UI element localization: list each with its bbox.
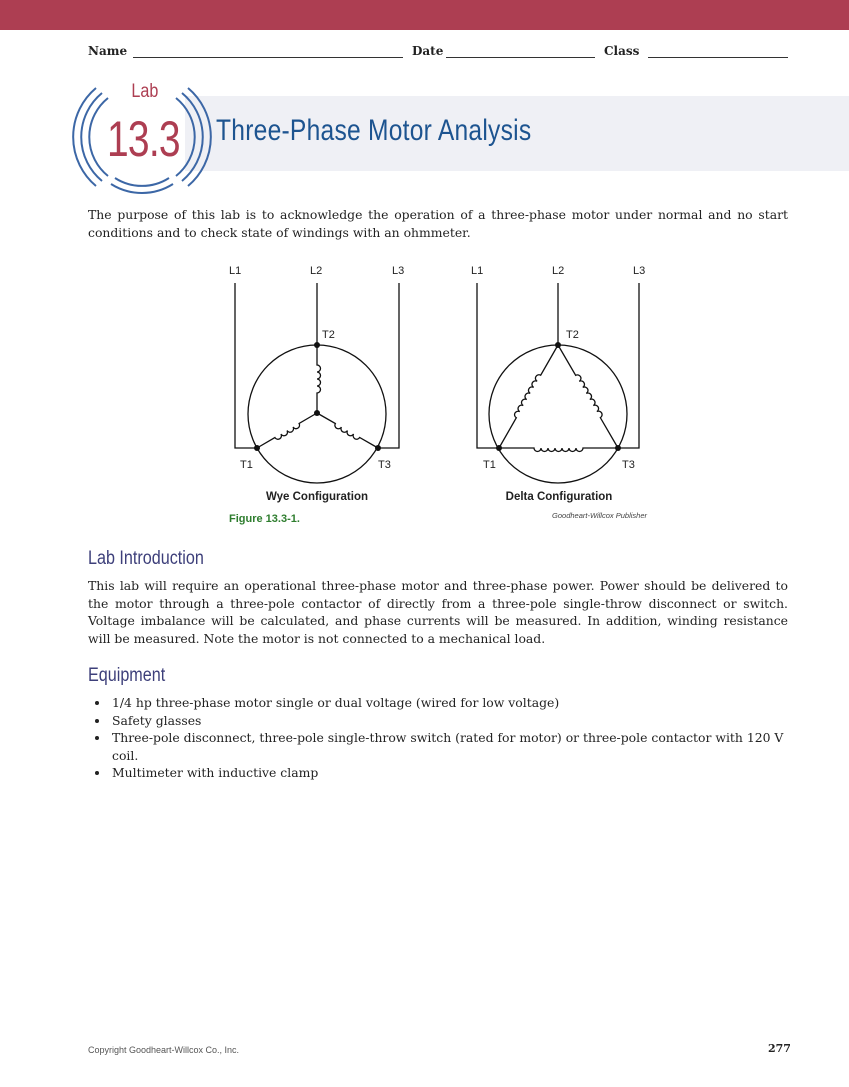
delta-l2: L2 [552, 265, 565, 277]
page-title: Three-Phase Motor Analysis [216, 114, 532, 147]
wye-caption: Wye Configuration [265, 491, 369, 503]
intro-heading: Lab Introduction [88, 548, 204, 569]
equipment-item: • Safety glasses [110, 712, 810, 730]
wye-l1: L1 [229, 265, 242, 277]
line-l1-wire [235, 283, 257, 448]
delta-l1: L1 [471, 265, 484, 277]
figure-credit: Goodheart-Willcox Publisher [552, 511, 647, 520]
equipment-item: • 1/4 hp three-phase motor single or dual voltage (wired for low voltage) [110, 694, 810, 712]
terminal-node [375, 445, 381, 451]
delta-t1: T1 [483, 459, 496, 471]
winding-coil [317, 413, 378, 448]
line-l3-wire [378, 283, 399, 448]
terminal-node [496, 445, 502, 451]
lab-label: Lab [131, 81, 159, 102]
wye-diagram [235, 283, 399, 483]
delta-l3: L3 [633, 265, 646, 277]
delta-caption: Delta Configuration [505, 491, 613, 503]
terminal-node [314, 410, 320, 416]
equipment-item: • Multimeter with inductive clamp [110, 764, 810, 782]
equipment-heading: Equipment [88, 665, 166, 686]
winding-coil [558, 345, 618, 448]
winding-coil [257, 413, 317, 448]
intro-text: This lab will require an operational three-phase motor and three-phase power. Power should be delivered to the motor through a three-pole contactor of directly from a three-pole single-throw disconnect or switch. Voltage imbalance will be calculated, and phase currents will be measured. In addition, winding resistance will be measured. Note the motor is not connected to a mechanical load. [88, 578, 788, 646]
winding-coil [499, 448, 618, 452]
page-number: 277 [768, 1042, 791, 1055]
name-label: Name [88, 44, 128, 58]
terminal-node [615, 445, 621, 451]
winding-coil [317, 345, 321, 413]
wye-l2: L2 [310, 265, 323, 277]
delta-t2: T2 [566, 329, 579, 341]
motor-frame-circle [489, 345, 627, 483]
purpose-text: The purpose of this lab is to acknowledge the operation of a three-phase motor under normal and no start conditions and to check state of windings with an ohmmeter. [88, 207, 788, 240]
line-l1-wire [477, 283, 499, 448]
figure-label: Figure 13.3-1. [229, 513, 300, 525]
delta-t3: T3 [622, 459, 635, 471]
terminal-node [555, 342, 561, 348]
winding-coil [499, 345, 558, 448]
class-label: Class [604, 44, 640, 58]
terminal-node [254, 445, 260, 451]
wiring-figure [0, 0, 849, 540]
terminal-node [314, 342, 320, 348]
wye-l3: L3 [392, 265, 405, 277]
wye-t1: T1 [240, 459, 253, 471]
delta-diagram [477, 283, 639, 483]
equipment-list [88, 694, 810, 782]
wye-t2: T2 [322, 329, 335, 341]
date-label: Date [412, 44, 444, 58]
line-l3-wire [618, 283, 639, 448]
lab-number: 13.3 [107, 111, 180, 167]
copyright: Copyright Goodheart-Willcox Co., Inc. [88, 1045, 240, 1055]
wye-t3: T3 [378, 459, 391, 471]
equipment-item: • Three-pole disconnect, three-pole single-throw switch (rated for motor) or three-pole contactor with 120 V coil. [110, 729, 810, 764]
